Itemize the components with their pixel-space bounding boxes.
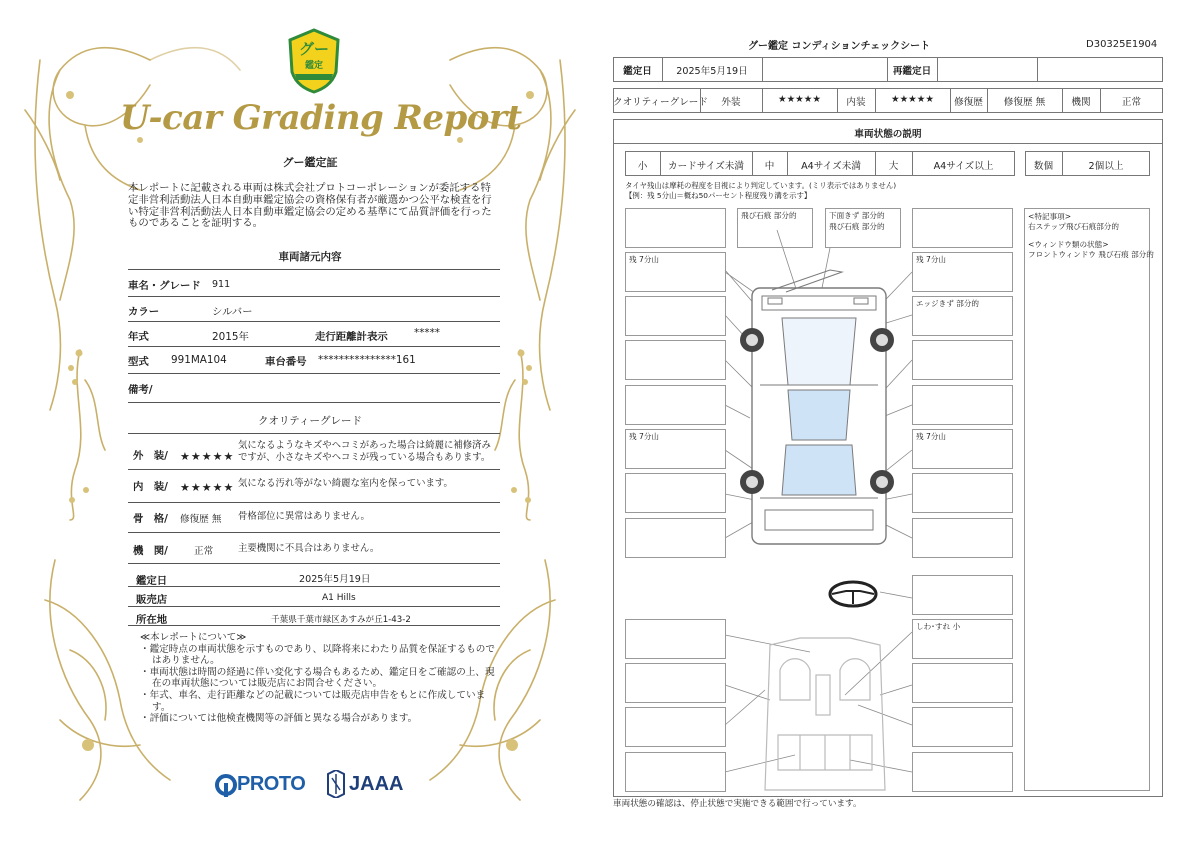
document-id: D30325E1904 [1086,39,1158,50]
quality-heading: クオリティーグレード [258,415,362,427]
divider [128,469,500,470]
car-name-value: 911 [212,279,231,290]
underbody-note-2: 飛び石痕 部分的 [829,222,885,231]
damage-callout-box [912,619,1013,659]
damage-callout-box [625,208,726,248]
sheet-interior-label: 内装 [846,97,866,108]
window-condition-note: フロントウィンドウ 飛び石痕 部分的 [1028,250,1154,259]
address-label: 所在地 [136,614,168,626]
engine-description: 主要機関に不具合はありません。 [238,543,380,554]
reappraisal-date-label: 再鑑定日 [892,66,932,77]
steering-wheel-icon [830,582,876,606]
model-label: 型式 [128,356,149,368]
damage-callout-box [912,752,1013,792]
edge-scratch-note: エッジきず 部分的 [916,299,980,308]
engine-label: 機 関/ [133,545,168,557]
front-left-tire-tread: 残 7分山 [629,255,660,264]
damage-callout-box [625,663,726,703]
proto-mark-icon [215,774,239,798]
specs-heading: 車両諸元内容 [278,251,342,263]
divider [128,373,500,374]
divider [128,502,500,503]
exterior-stars: ★★★★★ [180,450,235,463]
divider [128,563,500,564]
section-title: 車両状態の説明 [854,129,922,140]
goo-appraisal-badge [287,28,341,94]
divider [128,346,500,347]
mileage-value: ***** [414,327,440,339]
sheet-date-label: 鑑定日 [623,66,652,77]
sheet-interior-stars: ★★★★★ [890,94,934,105]
year-value: 2015年 [212,331,249,343]
sheet-exterior-label: 外装 [721,97,741,108]
window-condition-title: <ウィンドウ類の状態> [1028,240,1109,249]
tire-note-example: 【例：残 5分山＝概ね50パーセント程度残り溝を示す】 [625,191,812,200]
exterior-label: 外 装/ [133,450,168,462]
damage-callout-box [912,663,1013,703]
legend-large-label: 大 [888,161,899,172]
exterior-description: 気になるようなキズやヘコミがあった場合は綺麗に補修済みですが、小さなキズやヘコミが残っている場合もあります。 [238,440,491,463]
report-notes [140,632,498,725]
legend-small-desc: カードサイズ未満 [668,161,744,172]
damage-callout-box [912,429,1013,469]
sheet-repair-label: 修復歴 [954,97,983,108]
jaaa-logo [326,770,406,800]
dealer-label: 販売店 [136,594,168,606]
dealer-value: A1 Hills [322,593,356,603]
special-note-item: 右ステップ飛び石痕部分的 [1028,222,1119,231]
car-top-view [752,270,886,544]
notes-title: ≪本レポートについて≫ [140,632,247,643]
damage-callout-box [625,340,726,380]
sheet-exterior-stars: ★★★★★ [777,94,821,105]
damage-callout-box [912,707,1013,747]
divider [128,625,500,626]
damage-callout-box [912,575,1013,615]
damage-callout-box [625,296,726,336]
frame-description: 骨格部位に異常はありません。 [238,511,370,522]
damage-callout-box [625,429,726,469]
proto-logo-text: PROTO [237,773,306,795]
address-value: 千葉県千葉市緑区あすみが丘1-43-2 [271,615,411,625]
damage-callout-box [625,619,726,659]
engine-value: 正常 [194,546,214,557]
damage-callout-box [625,252,726,292]
damage-callout-box [625,707,726,747]
appraisal-date-value: 2025年5月19日 [299,574,371,585]
damage-callout-box [625,473,726,513]
interior-description: 気になる汚れ等がない綺麗な室内を保っています。 [238,478,453,489]
quality-grade-label: クオリティーグレード [613,97,708,108]
legend-small-label: 小 [637,161,648,172]
special-notes-panel [1024,208,1150,791]
report-script-title: U-car Grading Report [120,98,522,138]
sheet-title: グー鑑定 コンディションチェックシート [748,41,931,52]
color-value: シルバー [212,306,253,318]
damage-callout-box [912,252,1013,292]
certificate-intro: 本レポートに記載される車両は株式会社プロトコーポレーションが委託する特定非営利活動法人日本自動車鑑定協会の資格保有者が厳選かつ公平な検査を行い特定非営利活動法人日本自動車鑑定協会の定める基準にて品質評価を行ったものであることを証明する。 [128,182,492,230]
rear-left-tire-tread: 残 7分山 [629,432,660,441]
rear-right-tire-tread: 残 7分山 [916,432,947,441]
damage-callout-box [912,208,1013,248]
damage-callout-box [625,385,726,425]
appraisal-date-label: 鑑定日 [136,575,168,587]
tire-note: タイヤ残山は摩耗の程度を目視により判定しています。(ミリ表示ではありません) [625,181,897,190]
condition-check-sheet [600,0,1200,848]
divider [128,532,500,533]
damage-callout-box [912,340,1013,380]
front-right-tire-tread: 残 7分山 [916,255,947,264]
damage-callout-box [912,473,1013,513]
damage-callout-box [625,518,726,558]
interior-stars: ★★★★★ [180,481,235,494]
sheet-engine-label: 機関 [1071,97,1091,108]
jaaa-mark-icon [326,770,346,798]
frame-value: 修復歴 無 [180,514,222,525]
legend-large-desc: A4サイズ以上 [933,161,994,172]
front-bumper-note: 飛び石痕 部分的 [741,211,797,220]
interior-wear-note: しわ･すれ 小 [916,622,961,631]
badge-bottom-text: 鑑定 [304,61,323,71]
remarks-label: 備考/ [128,384,153,396]
legend-medium-label: 中 [764,161,775,172]
note-item: ・鑑定時点の車両状態を示すものであり、以降将来にわたり品質を保証するものではありません。 [140,643,495,667]
divider [128,433,500,434]
divider [128,606,500,607]
divider [128,296,500,297]
color-label: カラー [128,306,160,318]
divider [128,321,500,322]
damage-callout-box [825,208,901,248]
certificate-heading: グー鑑定証 [282,156,338,169]
note-item: ・評価については他検査機関等の評価と異なる場合があります。 [140,713,418,725]
chassis-value: ***************161 [318,354,416,366]
interior-label: 内 装/ [133,481,168,493]
note-item: ・車両状態は時間の経過に伴い変化する場合もあるため、鑑定日をご確認の上、現在の車両状態については販売店にお問合せください。 [140,666,495,690]
note-item: ・年式、車名、走行距離などの記載については販売店申告をもとに作成しています。 [140,689,486,713]
frame-label: 骨 格/ [133,513,168,525]
divider [128,402,500,403]
proto-logo [215,772,317,800]
chassis-label: 車台番号 [265,356,307,368]
damage-callout-box [912,518,1013,558]
damage-callout-box [912,296,1013,336]
model-value: 991MA104 [171,354,227,366]
legend-count-desc: 2個以上 [1088,161,1124,172]
damage-callout-box [625,752,726,792]
divider [128,269,500,270]
legend-medium-desc: A4サイズ未満 [801,161,861,172]
car-name-label: 車名・グレード [128,280,201,292]
sheet-engine-value: 正常 [1121,97,1142,108]
year-label: 年式 [128,331,149,343]
car-interior-view [765,638,885,790]
badge-top-text: グー [298,40,329,58]
damage-callout-box [737,208,813,248]
divider [128,586,500,587]
mileage-label: 走行距離計表示 [315,331,388,343]
legend-count-label: 数個 [1033,161,1054,172]
sheet-repair-value: 修復歴 無 [1003,97,1046,108]
special-notes-title: <特記事項> [1028,212,1072,221]
jaaa-logo-text: JAAA [349,773,404,795]
underbody-note: 下面きず 部分的 [829,211,885,220]
sheet-footer: 車両状態の確認は、停止状態で実施できる範囲で行っています。 [613,799,862,809]
sheet-date-value: 2025年5月19日 [676,66,748,77]
damage-callout-box [912,385,1013,425]
